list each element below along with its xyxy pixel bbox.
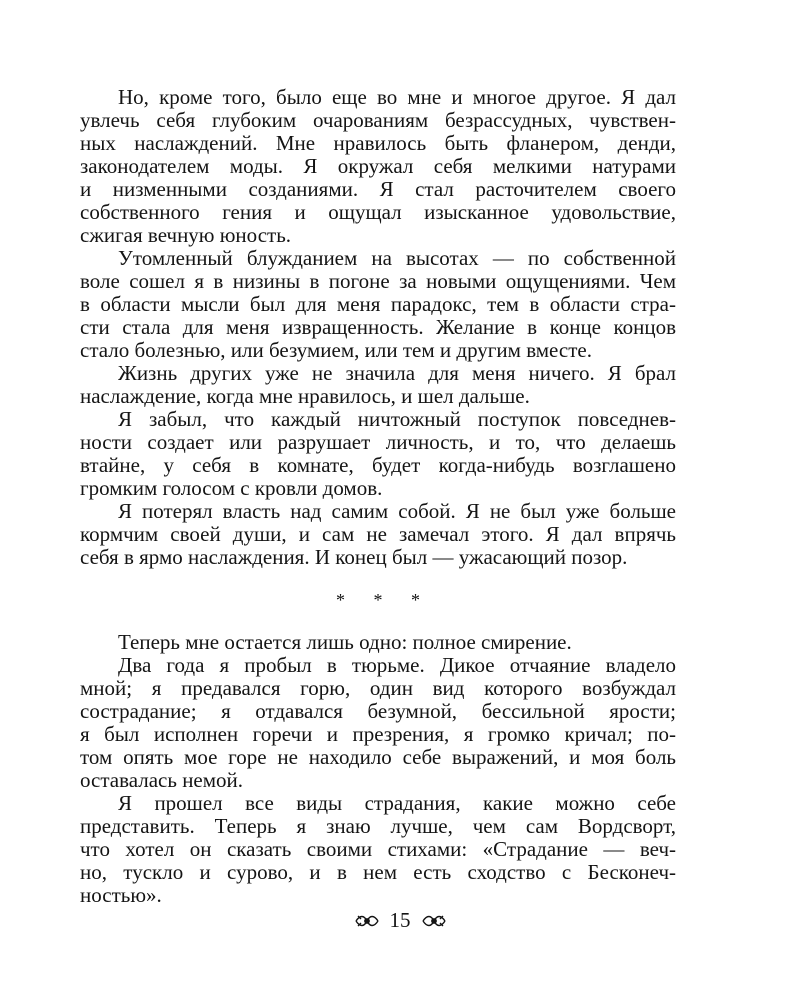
paragraph bbox=[80, 362, 676, 408]
right-floral-ornament-icon bbox=[421, 912, 447, 930]
text-line: ностью». bbox=[80, 883, 162, 907]
paragraph bbox=[80, 631, 676, 654]
text-line: я был исполнен горечи и презрения, я громко кричал; по- bbox=[80, 722, 676, 746]
section-separator: * * * bbox=[336, 589, 432, 610]
text-section-2 bbox=[80, 631, 676, 907]
text-line: мной; я предавался горю, один вид которого возбуждал bbox=[80, 676, 676, 700]
paragraph bbox=[80, 500, 676, 569]
text-line: воле сошел я в низины в погоне за новыми ощущениями. Чем bbox=[80, 269, 676, 293]
text-line: законодателем моды. Я окружал себя мелкими натурами bbox=[80, 154, 676, 178]
text-line: Я прошел все виды страдания, какие можно себе bbox=[118, 791, 676, 815]
text-line: увлечь себя глубоким очарованиям безрассудных, чувствен- bbox=[80, 108, 676, 132]
text-line: Жизнь других уже не значила для меня ничего. Я брал bbox=[118, 361, 676, 385]
text-line: что хотел он сказать своими стихами: «Страдание — веч- bbox=[80, 837, 676, 861]
text-line: Но, кроме того, было еще во мне и многое другое. Я дал bbox=[118, 85, 676, 109]
paragraph bbox=[80, 408, 676, 500]
text-line: сострадание; я отдавался безумной, бессильной ярости; bbox=[80, 699, 676, 723]
text-line: Я забыл, что каждый ничтожный поступок повседнев- bbox=[118, 407, 676, 431]
paragraph bbox=[80, 654, 676, 792]
text-line: ности создает или разрушает личность, и то, что делаешь bbox=[80, 430, 676, 454]
text-section-1 bbox=[80, 86, 676, 569]
text-line: наслаждение, когда мне нравилось, и шел дальше. bbox=[80, 384, 530, 408]
text-line: громким голосом с кровли домов. bbox=[80, 476, 383, 500]
text-line: кормчим своей души, и сам не замечал этого. Я дал впрячь bbox=[80, 522, 676, 546]
text-line: сти стала для меня извращенность. Желание в конце концов bbox=[80, 315, 676, 339]
text-line: Утомленный блужданием на высотах — по собственной bbox=[118, 246, 676, 270]
paragraph bbox=[80, 247, 676, 362]
text-line: стало болезнью, или безумием, или тем и другим вместе. bbox=[80, 338, 592, 362]
page-body bbox=[80, 86, 676, 907]
text-line: представить. Теперь я знаю лучше, чем сам Вордсворт, bbox=[80, 814, 676, 838]
text-line: том опять мое горе не находило себе выражений, и моя боль bbox=[80, 745, 676, 769]
text-line: оставалась немой. bbox=[80, 768, 244, 792]
text-line: собственного гения и ощущал изысканное удовольствие, bbox=[80, 200, 676, 224]
text-line: в области мысли был для меня парадокс, тем в области стра- bbox=[80, 292, 676, 316]
text-line: Теперь мне остается лишь одно: полное смирение. bbox=[118, 630, 572, 654]
text-line: и низменными созданиями. Я стал расточителем своего bbox=[80, 177, 676, 201]
text-line: втайне, у себя в комнате, будет когда-нибудь возглашено bbox=[80, 453, 676, 477]
text-line: себя в ярмо наслаждения. И конец был — ужасающий позор. bbox=[80, 545, 628, 569]
page-number: 15 bbox=[389, 908, 411, 932]
paragraph bbox=[80, 86, 676, 247]
page-footer bbox=[0, 908, 800, 933]
text-line: Я потерял власть над самим собой. Я не был уже больше bbox=[118, 499, 676, 523]
paragraph bbox=[80, 792, 676, 907]
text-line: но, тускло и сурово, и в нем есть сходство с Бесконеч- bbox=[80, 860, 676, 884]
left-floral-ornament-icon bbox=[354, 912, 380, 930]
text-line: сжигая вечную юность. bbox=[80, 223, 292, 247]
text-line: ных наслаждений. Мне нравилось быть фланером, денди, bbox=[80, 131, 676, 155]
text-line: Два года я пробыл в тюрьме. Дикое отчаяние владело bbox=[118, 653, 676, 677]
